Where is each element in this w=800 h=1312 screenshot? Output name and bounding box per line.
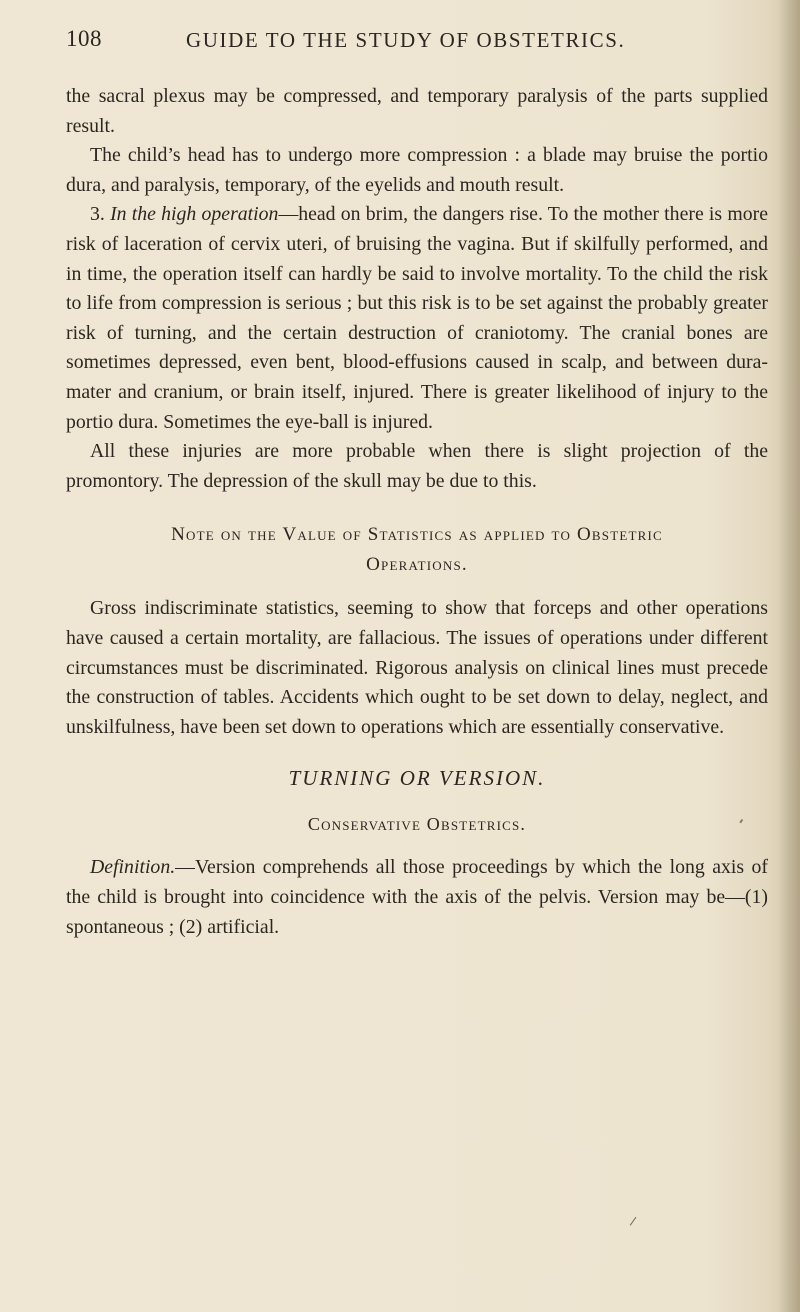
paragraph-definition — [66, 853, 768, 942]
paragraph-injuries: All these injuries are more probable when there is slight projection of the promontory. The depression of the skull may be due to this. — [66, 440, 768, 492]
paragraph-statistics: Gross indiscriminate statistics, seeming to show that forceps and other operations have caused a certain mortality, are fallacious. The issues of operations under different circumstances must be discriminated. Rigorous analysis on clinical lines must precede the construction of tables. Accidents which ought to be set down to delay, neglect, and unskilfulness, have been set down to operations which are essentially conservative. — [66, 597, 768, 738]
running-head: GUIDE TO THE STUDY OF OBSTETRICS. — [186, 28, 626, 52]
high-operation-text: —head on brim, the dangers rise. To the mother there is more risk of laceration of cervix uteri, of bruising the vagina. But if skilfully performed, and in time, the operation itself can hardly be said to involve mortality. To the child the risk to life from compression is serious ; but this risk is to be set against the probably greater risk of turning, and the certain destruction of craniotomy. The cranial bones are sometimes depressed, even bent, blood-effusions caused in scalp, and between dura-mater and cranium, or brain itself, injured. There is greater likelihood of injury to the portio dura. Sometimes the eye-ball is injured. — [66, 203, 768, 433]
paragraph-child-head: The child’s head has to undergo more compression : a blade may bruise the portio dura, and paralysis, temporary, of the eyelids and mouth result. — [66, 144, 768, 196]
section-subtitle: Conservative Obstetrics. — [307, 813, 527, 834]
paragraph-high-operation — [66, 200, 768, 437]
item-number: 3. — [90, 203, 105, 226]
note-heading — [66, 520, 768, 580]
paragraph-sacral-plexus: the sacral plexus may be compressed, and temporary paralysis of the parts supplied result. — [66, 85, 768, 137]
section-title: TURNING OR VERSION. — [288, 766, 546, 791]
definition-label: Definition. — [90, 856, 176, 879]
page-edge-shadow — [778, 0, 800, 1312]
definition-text: —Version comprehends all those proceedings by which the long axis of the child is brought into coincidence with the axis of the pelvis. Version may be—(1) spontaneous ; (2) artificial. — [66, 856, 768, 938]
high-operation-term: In the high operation — [110, 203, 279, 226]
page-number: 108 — [66, 26, 102, 51]
page-header — [66, 26, 666, 66]
note-heading-line1: Note on the Value of Statistics as applied to Obstetric — [171, 524, 663, 546]
page-body — [66, 82, 768, 942]
note-heading-line2: Operations. — [366, 554, 468, 576]
